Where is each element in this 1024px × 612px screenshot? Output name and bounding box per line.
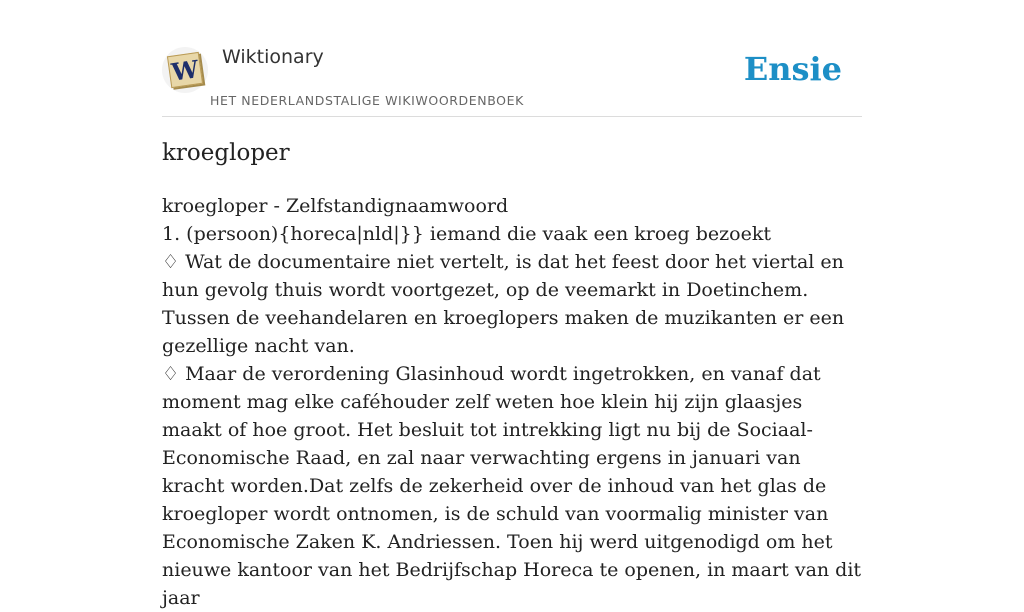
- site-tagline: HET NEDERLANDSTALIGE WIKIWOORDENBOEK: [210, 93, 524, 108]
- example-sentence: ♢ Maar de verordening Glasinhoud wordt ingetrokken, en vanaf dat moment mag elke caféhouder zelf weten hoe klein hij zijn glaasjes maakt of hoe groot. Het besluit tot intrekking ligt nu bij de Sociaal-Economische Raad, en zal naar verwachting ergens in januari van kracht worden.Dat zelfs de zekerheid over de inhoud van het glas de kroegloper wordt ontnomen, is de schuld van voormalig minister van Economische Zaken K. Andriessen. Toen hij werd uitgenodigd om het nieuwe kantoor van het Bedrijfschap Horeca te openen, in maart van dit jaar: [162, 363, 862, 609]
- page-title: kroegloper: [162, 140, 290, 166]
- page-container: [162, 0, 862, 609]
- definition-line: 1. (persoon){horeca|nld|}} iemand die vaak een kroeg bezoekt: [162, 223, 771, 245]
- wiktionary-logo-icon[interactable]: [162, 47, 208, 93]
- site-header: [162, 0, 862, 117]
- logo-letter: W: [167, 52, 203, 88]
- definition-heading: kroegloper - Zelfstandignaamwoord: [162, 195, 509, 217]
- entry-content: [162, 192, 862, 612]
- example-sentence: ♢ Wat de documentaire niet vertelt, is dat het feest door het viertal en hun gevolg thuis wordt voortgezet, op de veemarkt in Doetinchem. Tussen de veehandelaren en kroeglopers maken de muzikanten er een gezellige nacht van.: [162, 251, 845, 357]
- ensie-brand-link[interactable]: Ensie: [743, 50, 842, 88]
- site-name[interactable]: Wiktionary: [222, 46, 324, 68]
